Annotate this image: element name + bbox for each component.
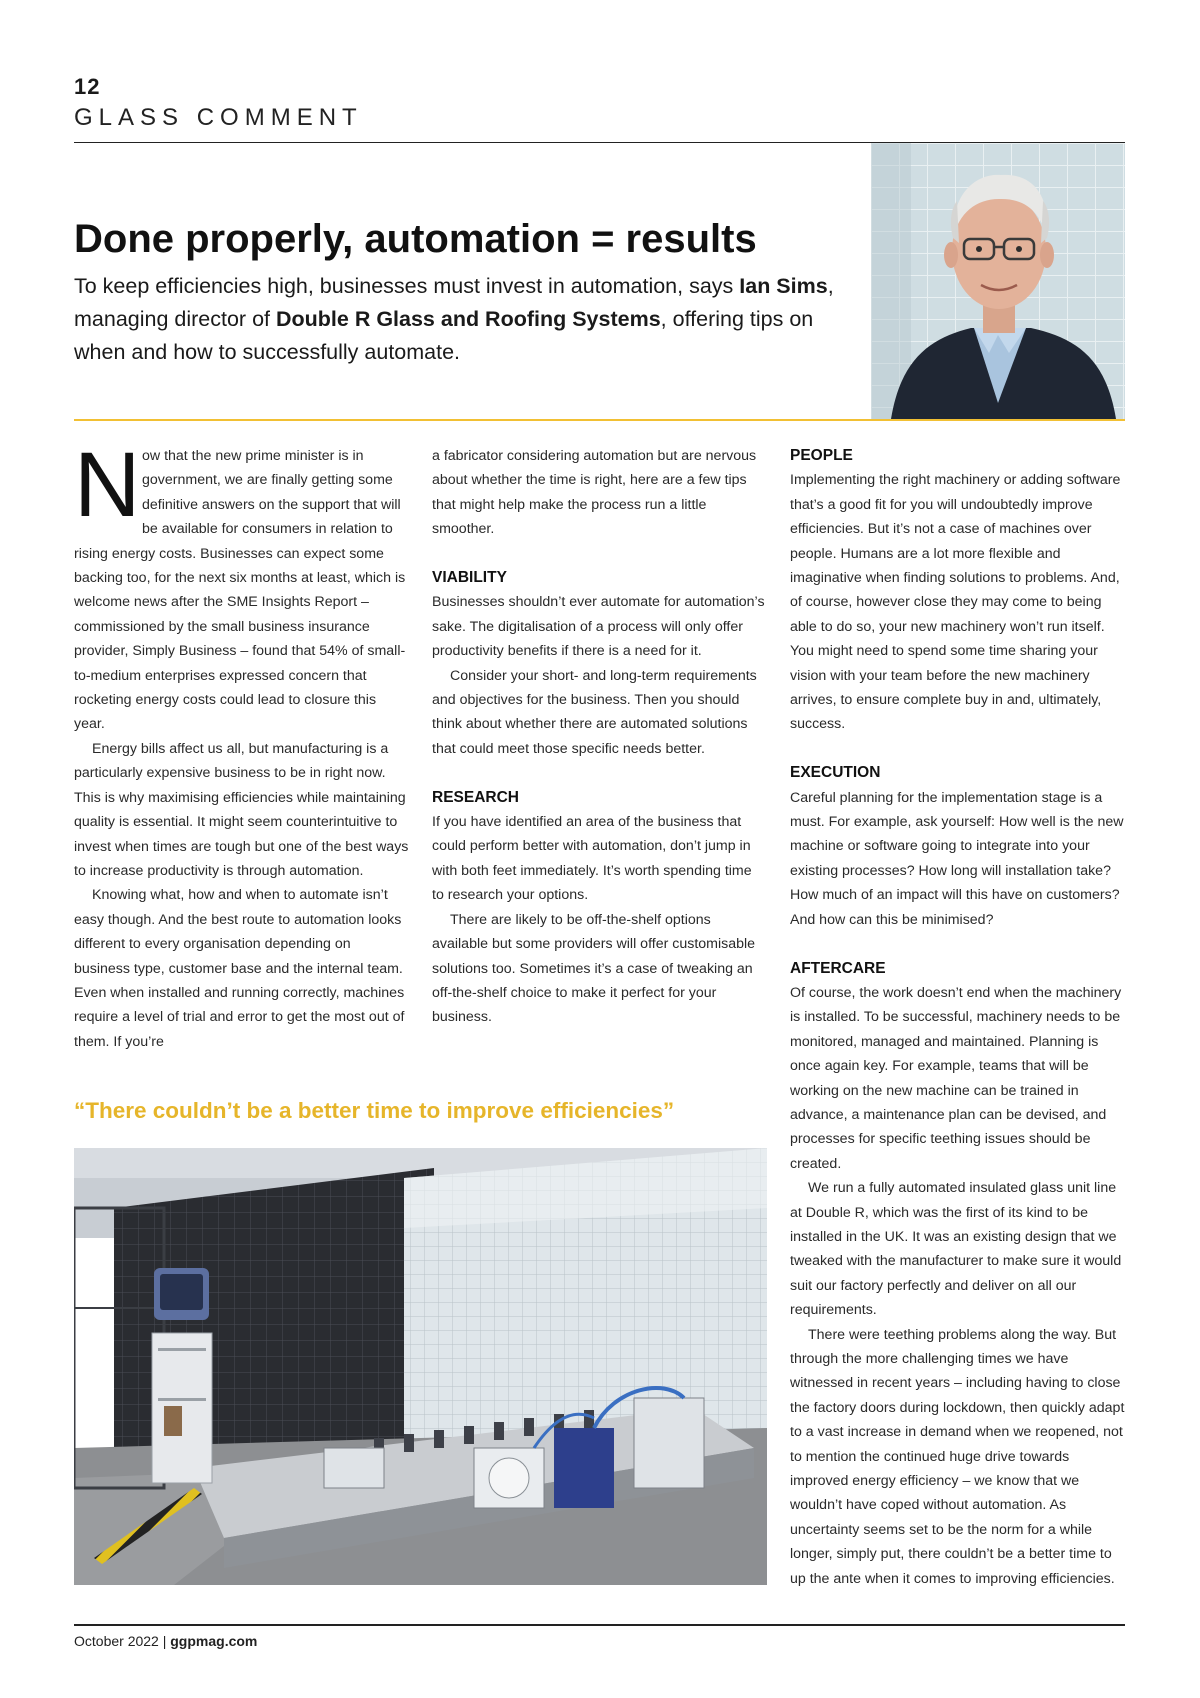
article-column-3 [790,444,1127,1591]
headline: Done properly, automation = results [74,217,757,261]
section-label: GLASS COMMENT [74,104,363,131]
article-column-2 [432,444,767,1030]
gold-rule [74,419,1125,421]
author-name: Ian Sims [739,274,828,298]
footer-site: ggpmag.com [170,1633,258,1649]
page-number: 12 [74,74,101,99]
standfirst-text-1: To keep efficiencies high, businesses must invest in automation, says [74,274,740,298]
body-paragraph: a fabricator considering automation but are nervous about whether the time is right, here are a few tips that might help make the process run a little smoother. [432,448,757,538]
body-paragraph: There are likely to be off-the-shelf options available but some providers will offer customisable solutions too. Sometimes it’s a case of tweaking an off-the-shelf choice to make it perfect for your business. [432,911,756,1026]
body-paragraph: Of course, the work doesn’t end when the machinery is installed. To be successful, machinery needs to be monitored, managed and maintained. Planning is once again key. For example, teams that will be working on the new machine can be trained in advance, a maintenance plan can be devised, and processes for specific teething issues should be created. [790,984,1122,1172]
body-paragraph: Implementing the right machinery or adding software that’s a good fit for you will undoubtedly improve efficiencies. But it’s not a case of machines over people. Humans are a lot more flexible and imaginative when finding solutions to problems. And, of course, however close they may come to being able to do so, your new machinery won’t run itself. You might need to spend some time sharing your vision with your team before the new machinery arrives, to ensure complete buy in and, ultimately, success. [790,472,1121,733]
pull-quote: “There couldn’t be a better time to improve efficiencies” [74,1098,675,1123]
machine-photo [74,1148,767,1585]
footer [74,1633,257,1649]
viability-heading: VIABILITY [432,569,507,587]
body-paragraph: Energy bills affect us all, but manufacturing is a particularly expensive business to be in right now. This is why maximising efficiencies while maintaining quality is essential. It might seem counterintuitive to invest when times are tough but one of the best ways to increase productivity is through automation. [74,740,409,879]
opening-paragraph-text: ow that the new prime minister is in government, we are finally getting some definitive answers on the support that will be available for consumers in relation to rising energy costs. Businesses can expect some backing too, for the next six months at least, which is welcome news after the SME Insights Report – commissioned by the small business insurance provider, Simply Business – found that 54% of small-to-medium enterprises expressed concern that rocketing energy costs could lead to closure this year. [74,448,406,733]
standfirst-text-3: , offering tips on when and how to successfully automate. [74,307,814,364]
body-paragraph: If you have identified an area of the business that could perform better with automation, don’t jump in with both feet immediately. It’s worth spending time to research your options. [432,814,752,904]
body-paragraph: We run a fully automated insulated glass unit line at Double R, which was the first of its kind to be installed in the UK. It was an existing design that we tweaked with the manufacturer to make sure it would suit our factory perfectly and deliver on all our requirements. [790,1180,1122,1319]
article-column-1 [74,434,409,1054]
body-paragraph: There were teething problems along the way. But through the more challenging times we have witnessed in recent years – including having to close the factory doors during lockdown, then quickly adapt to a vast increase in demand when we reopened, not to mention the continued huge drive towards improved energy efficiency – we know that we wouldn’t have coped without automation. As uncertainty seems set to be the norm for a while longer, simply put, there couldn’t be a better time to up the ante when it comes to improving efficiencies. [790,1326,1125,1587]
execution-heading: EXECUTION [790,764,881,782]
people-heading: PEOPLE [790,447,853,464]
body-paragraph: Businesses shouldn’t ever automate for automation’s sake. The digitalisation of a process will only offer productivity benefits if there is a need for it. [432,594,765,660]
author-portrait [871,143,1125,419]
footer-date: October 2022 | [74,1633,171,1649]
bottom-rule [74,1624,1125,1626]
aftercare-heading: AFTERCARE [790,959,886,977]
standfirst [74,270,854,369]
standfirst-text-2: , managing director of [74,274,834,331]
opening-paragraph [74,434,409,737]
drop-cap: N [74,434,141,536]
body-paragraph: Consider your short- and long-term requirements and objectives for the business. Then you should think about whether there are automated solutions that could meet those specific needs better. [432,667,757,757]
research-heading: RESEARCH [432,788,519,806]
body-paragraph: Careful planning for the implementation stage is a must. For example, ask yourself: How well is the new machine or software going to integrate into your existing processes? How long will installation take? How much of an impact will this have on customers? And how can this be minimised? [790,789,1124,928]
body-paragraph: Knowing what, how and when to automate isn’t easy though. And the best route to automation looks different to every organisation depending on business type, customer base and the internal team. Even when installed and running correctly, machines require a level of trial and error to get the most out of them. If you’re [74,887,405,1050]
company-name: Double R Glass and Roofing Systems [275,307,661,331]
